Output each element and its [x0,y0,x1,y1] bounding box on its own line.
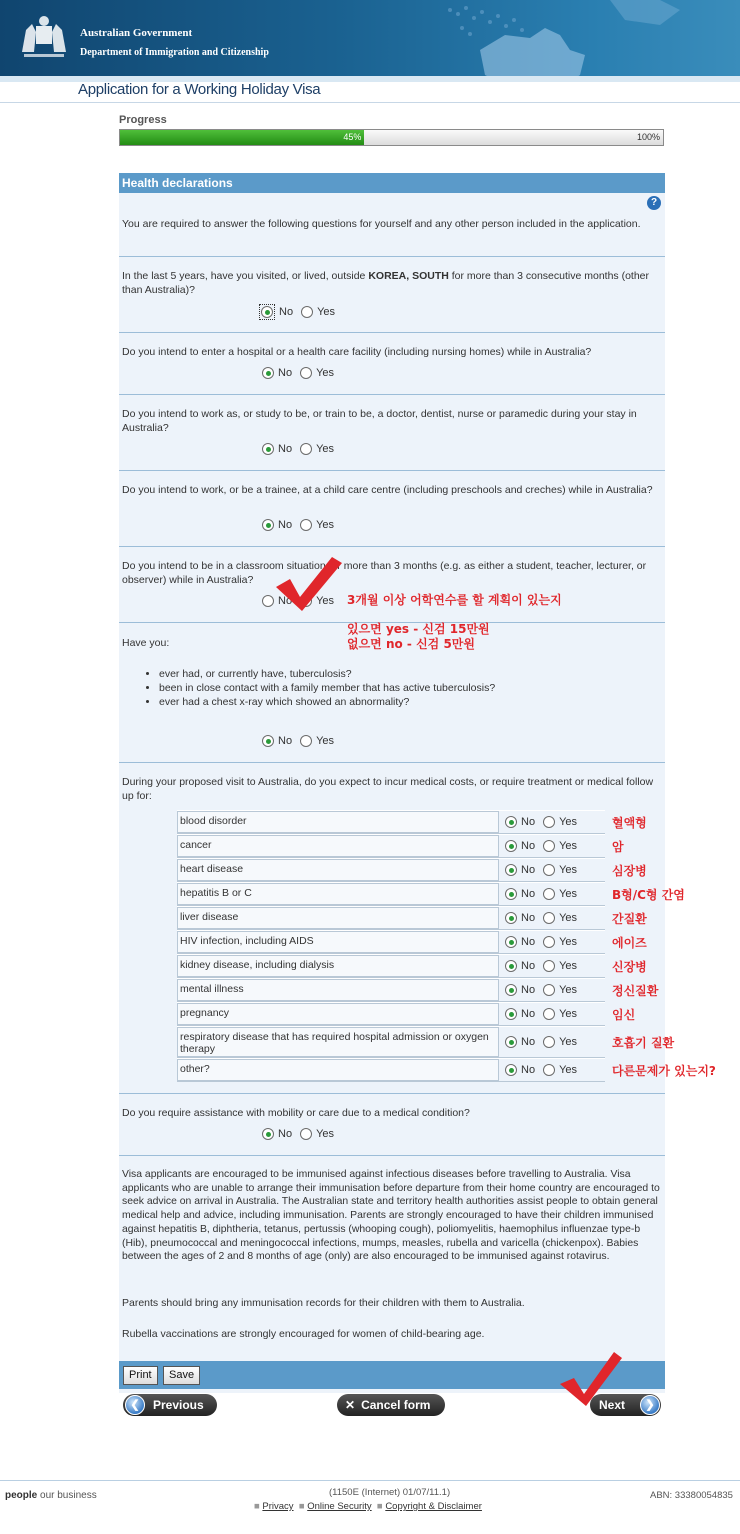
question-hospital: Do you intend to enter a hospital or a health care facility (including nursing homes) while in Australia? [122,346,592,358]
coat-of-arms-logo [14,12,74,62]
radio-yes-label: Yes [317,306,336,318]
radio-yes-label: Yes [559,840,578,852]
checkmark-next-icon [558,1350,624,1408]
copyright-link[interactable]: Copyright & Disclaimer [385,1501,482,1512]
radio-no-label: No [278,367,293,379]
progress-end-label: 100% [636,132,660,142]
arrow-left-icon: ❮ [125,1395,145,1415]
cancel-label: Cancel form [361,1398,431,1412]
divider [119,1155,665,1156]
radio-yes[interactable] [543,960,555,972]
radio-no-label: No [279,306,294,318]
condition-name: other? [177,1059,499,1081]
australia-map-graphic [410,0,740,76]
annotation-medical-note: 간질환 [612,912,647,926]
progress-bar [119,129,664,146]
radio-no[interactable] [262,367,274,379]
annotation-classroom: 3개월 이상 어학연수를 할 계획이 있는지 [347,593,562,607]
radio-yes[interactable] [301,306,313,318]
question-mobility: Do you require assistance with mobility or care due to a medical condition? [122,1107,470,1119]
radio-yes[interactable] [543,840,555,852]
annotation-medical-note: 임신 [612,1008,636,1022]
radio-yes[interactable] [543,912,555,924]
condition-name: respiratory disease that has required hospital admission or oxygen therapy [177,1027,499,1057]
radio-yes[interactable] [300,735,312,747]
radio-yes-label: Yes [316,519,335,531]
radio-yes[interactable] [543,936,555,948]
annotation-medical-note: 정신질환 [612,984,659,998]
divider [119,332,665,333]
annotation-medical-note: 다른문제가 있는지? [612,1064,716,1078]
radio-no-label: No [521,1036,536,1048]
table-row [177,978,605,1002]
table-row [177,906,605,930]
radio-yes-label: Yes [559,936,578,948]
arrow-right-icon: ❯ [640,1395,660,1415]
radio-no-label: No [278,519,293,531]
radio-yes-label: Yes [559,864,578,876]
radio-yes[interactable] [300,519,312,531]
panel-title: Health declarations [119,173,665,193]
divider [119,470,665,471]
radio-yes-label: Yes [559,1064,578,1076]
radio-no-label: No [278,595,293,607]
table-row [177,810,605,834]
radio-yes[interactable] [543,816,555,828]
radio-no-focus[interactable] [259,304,275,320]
list-item: • ever had a chest x-ray which showed an abnormality? [159,695,495,709]
radio-no[interactable] [262,443,274,455]
radio-yes-label: Yes [559,1008,578,1020]
condition-name: cancer [177,835,499,857]
radio-yes[interactable] [543,1008,555,1020]
question-child-care: Do you intend to work, or be a trainee, at a child care centre (including preschools and creches) while in Australia? [122,484,653,496]
radio-no[interactable] [505,1036,517,1048]
previous-button[interactable] [123,1394,217,1416]
annotation-medical-note: 호흡기 질환 [612,1036,675,1050]
radio-yes-label: Yes [559,888,578,900]
radio-no-label: No [521,936,536,948]
rubella-note: Rubella vaccinations are strongly encouraged for women of child-bearing age. [122,1328,485,1340]
department-name: Department of Immigration and Citizenship [80,47,269,58]
radio-yes[interactable] [543,864,555,876]
radio-yes[interactable] [543,984,555,996]
radio-group-mobility [262,1128,342,1140]
radio-no[interactable] [505,864,517,876]
annotation-medical-note: 에이즈 [612,936,647,950]
question-medical-costs: During your proposed visit to Australia, do you expect to incur medical costs, or require treatment or medical follow up for: [122,776,654,802]
previous-label: Previous [153,1398,204,1412]
radio-no[interactable] [505,888,517,900]
radio-no[interactable] [262,735,274,747]
radio-no[interactable] [261,306,273,318]
page-title: Application for a Working Holiday Visa [78,81,321,98]
help-icon[interactable]: ? [647,196,661,210]
condition-name: hepatitis B or C [177,883,499,905]
online-security-link[interactable]: Online Security [307,1501,372,1512]
radio-group-child-care [262,519,342,531]
radio-yes-label: Yes [559,1036,578,1048]
radio-no-label: No [521,816,536,828]
condition-radio-group [501,835,605,857]
divider [119,256,665,257]
health-declarations-panel [119,173,665,1393]
radio-yes-label: Yes [316,595,335,607]
table-row [177,882,605,906]
question-classroom: Do you intend to be in a classroom situation for more than 3 months (e.g. as either a student, teacher, lecturer, or observer) while in Australia? [122,560,647,586]
save-button[interactable]: Save [163,1366,200,1385]
divider [119,762,665,763]
radio-no-label: No [521,1064,536,1076]
radio-yes-label: Yes [559,960,578,972]
radio-no[interactable] [505,840,517,852]
radio-yes[interactable] [543,1036,555,1048]
annotation-yes-line: 있으면 yes - 신검 15만원 [347,622,490,636]
list-item: • been in close contact with a family member that has active tuberculosis? [159,681,495,695]
radio-yes-label: Yes [316,1128,335,1140]
progress-value: 45% [343,132,362,142]
table-row [177,954,605,978]
radio-no-label: No [521,960,536,972]
radio-no-label: No [521,840,536,852]
condition-name: pregnancy [177,1003,499,1025]
condition-name: mental illness [177,979,499,1001]
condition-name: blood disorder [177,811,499,833]
radio-no-label: No [521,864,536,876]
radio-no[interactable] [505,1008,517,1020]
footer-divider [0,1480,740,1481]
table-row [177,1026,605,1058]
radio-yes[interactable] [543,888,555,900]
footer-version: (1150E (Internet) 01/07/11.1) [329,1487,451,1498]
condition-radio-group [501,1027,605,1057]
divider [119,1093,665,1094]
annotation-no-line: 없으면 no - 신검 5만원 [347,637,475,651]
condition-radio-group [501,811,605,833]
progress-label: Progress [119,114,167,126]
next-label: Next [599,1398,626,1412]
list-item: • ever had, or currently have, tuberculosis? [159,667,495,681]
radio-yes-label: Yes [316,443,335,455]
radio-group-tuberculosis [262,735,342,747]
radio-yes[interactable] [543,1064,555,1076]
divider [119,394,665,395]
intro-text: You are required to answer the following questions for yourself and any other person included in the application. [122,218,641,230]
condition-radio-group [501,1059,605,1081]
have-you-label: Have you: [122,637,170,649]
radio-no-label: No [278,735,293,747]
radio-group-hospital [262,367,342,379]
radio-yes[interactable] [300,443,312,455]
abn-number: ABN: 33380054835 [650,1490,733,1501]
immunisation-records-note: Parents should bring any immunisation records for their children with them to Australia. [122,1297,525,1309]
condition-name: liver disease [177,907,499,929]
radio-no-label: No [278,1128,293,1140]
checkmark-annotation-icon [272,553,344,613]
radio-yes-label: Yes [559,912,578,924]
table-row [177,1002,605,1026]
radio-yes[interactable] [300,1128,312,1140]
radio-no[interactable] [505,936,517,948]
condition-radio-group [501,1003,605,1025]
condition-radio-group [501,907,605,929]
radio-no[interactable] [505,816,517,828]
table-row [177,930,605,954]
radio-no-label: No [521,888,536,900]
radio-no[interactable] [505,1064,517,1076]
table-row [177,1058,605,1082]
annotation-medical-note: 암 [612,840,624,854]
radio-yes-label: Yes [559,816,578,828]
radio-group-health-worker [262,443,342,455]
question-outside-country: In the last 5 years, have you visited, or lived, outside KOREA, SOUTH for more than 3 consecutive months (other than Australia)? [122,270,650,296]
condition-radio-group [501,931,605,953]
tuberculosis-list [159,667,495,709]
radio-no[interactable] [262,1128,274,1140]
radio-no[interactable] [505,960,517,972]
cancel-form-button[interactable] [337,1394,445,1416]
condition-radio-group [501,883,605,905]
radio-no-label: No [278,443,293,455]
condition-radio-group [501,955,605,977]
annotation-medical-note: 심장병 [612,864,647,878]
question-health-worker: Do you intend to work as, or study to be, or train to be, a doctor, dentist, nurse or paramedic during your stay in Australia? [122,408,637,434]
print-button[interactable]: Print [123,1366,158,1385]
annotation-medical-note: B형/C형 간염 [612,888,685,902]
title-divider [0,102,740,103]
radio-no[interactable] [505,984,517,996]
footer-tagline: people our business [5,1490,97,1501]
radio-group-outside-country [259,304,343,320]
annotation-medical-note: 혈액형 [612,816,647,830]
radio-yes[interactable] [300,367,312,379]
radio-no-label: No [521,912,536,924]
government-name: Australian Government [80,27,193,39]
condition-radio-group [501,859,605,881]
condition-name: HIV infection, including AIDS [177,931,499,953]
immunisation-info: Visa applicants are encouraged to be immunised against infectious diseases before travelling to Australia. Visa applicants who are unable to arrange their immunisation before departure from their home country are encouraged to seek advice on arrival in Australia. The Australian state and territory health authorities assist people to obtain general medical help and advice, including immunisation. Parents are strongly encouraged to have their children immunised against hepatitis B, diphtheria, tetanus, pertussis (whooping cough), poliomyelitis, haemophilus influenzae type-b (Hib), pneumococcal and meningococcal infections, mumps, measles, rubella and varicella (chickenpox). Babies between the ages of 2 and 8 months of age (only) are also encouraged to be immunised against rotavirus. [122,1169,660,1263]
radio-no[interactable] [505,912,517,924]
condition-name: heart disease [177,859,499,881]
radio-yes-label: Yes [316,367,335,379]
radio-no-label: No [521,1008,536,1020]
annotation-medical-note: 신장병 [612,960,647,974]
radio-yes-label: Yes [316,735,335,747]
divider [119,546,665,547]
table-row [177,858,605,882]
radio-no-label: No [521,984,536,996]
footer-links: ■ Privacy ■ Online Security ■ Copyright & Disclaimer [254,1501,482,1512]
table-row [177,834,605,858]
privacy-link[interactable]: Privacy [262,1501,294,1512]
progress-fill [120,130,364,145]
radio-yes-label: Yes [559,984,578,996]
close-icon: ✕ [345,1398,356,1412]
condition-name: kidney disease, including dialysis [177,955,499,977]
government-header [0,0,740,76]
radio-no[interactable] [262,519,274,531]
condition-radio-group [501,979,605,1001]
